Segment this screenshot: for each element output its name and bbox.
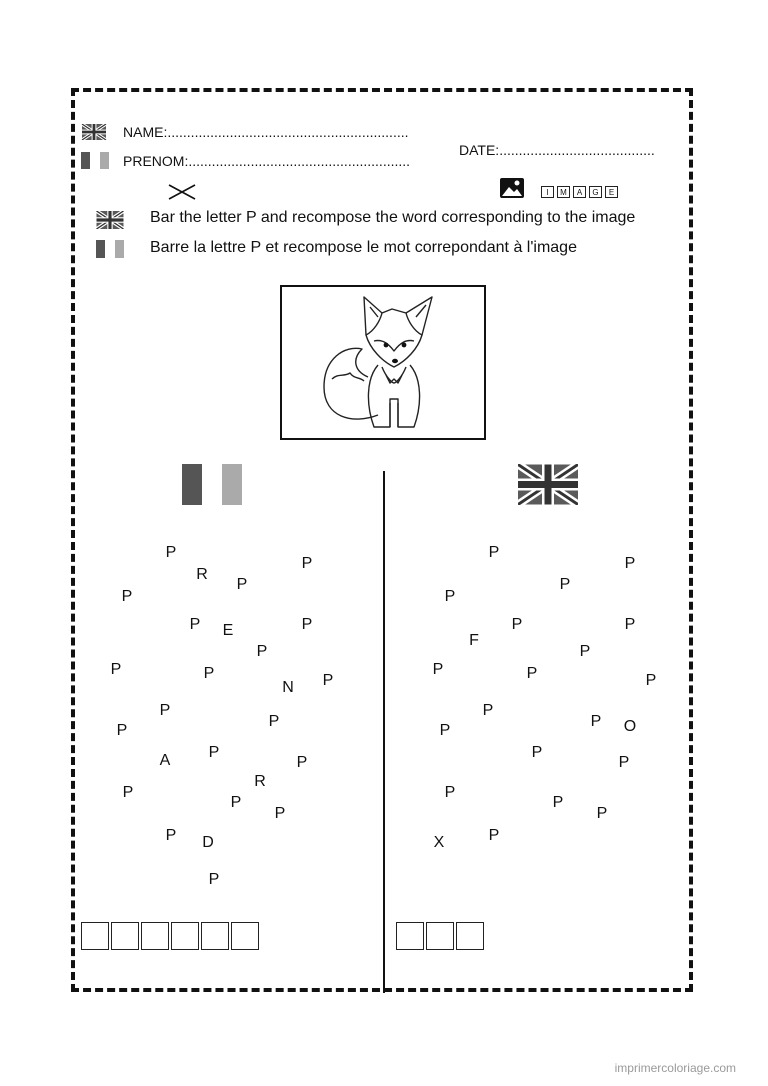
letter[interactable]: P — [165, 544, 177, 561]
answer-box[interactable] — [201, 922, 229, 950]
letter[interactable]: P — [531, 744, 543, 761]
answer-box[interactable] — [456, 922, 484, 950]
letter[interactable]: N — [282, 679, 294, 696]
letter[interactable]: P — [322, 672, 334, 689]
image-word-tiles — [541, 186, 618, 198]
letter[interactable]: P — [552, 794, 564, 811]
name-field[interactable]: NAME:.............................................................. — [123, 124, 409, 140]
letter[interactable]: P — [645, 672, 657, 689]
uk-flag-icon — [96, 211, 124, 229]
instruction-french: Barre la lettre P et recompose le mot correpondant à l'image — [150, 239, 577, 256]
column-divider — [383, 471, 385, 993]
letter[interactable]: P — [236, 576, 248, 593]
letter[interactable]: P — [165, 827, 177, 844]
answer-box[interactable] — [141, 922, 169, 950]
answer-box[interactable] — [426, 922, 454, 950]
right-answer-boxes — [396, 922, 484, 950]
letter[interactable]: P — [579, 643, 591, 660]
letter[interactable]: P — [432, 661, 444, 678]
letter[interactable]: P — [439, 722, 451, 739]
letter[interactable]: P — [203, 665, 215, 682]
site-watermark: imprimercoloriage.com — [614, 1061, 736, 1075]
date-field[interactable]: DATE:........................................ — [459, 142, 655, 158]
uk-flag-icon — [81, 124, 107, 140]
fox-icon — [282, 287, 484, 438]
letter[interactable]: P — [122, 784, 134, 801]
answer-box[interactable] — [231, 922, 259, 950]
letter[interactable]: P — [488, 827, 500, 844]
letter[interactable]: F — [469, 632, 479, 649]
letter[interactable]: P — [296, 754, 308, 771]
letter[interactable]: P — [301, 555, 313, 572]
letter[interactable]: P — [596, 805, 608, 822]
letter[interactable]: P — [256, 643, 268, 660]
answer-box[interactable] — [111, 922, 139, 950]
tile-letter: M — [557, 186, 570, 198]
letter[interactable]: R — [254, 773, 266, 790]
letter[interactable]: P — [110, 661, 122, 678]
fox-picture-frame — [280, 285, 486, 440]
left-answer-boxes — [81, 922, 259, 950]
letter[interactable]: P — [189, 616, 201, 633]
letter[interactable]: O — [623, 718, 637, 735]
letter[interactable]: P — [116, 722, 128, 739]
letter[interactable]: P — [230, 794, 242, 811]
uk-flag-icon — [518, 464, 578, 505]
letter[interactable]: E — [222, 622, 234, 639]
letter[interactable]: A — [159, 752, 171, 769]
letter[interactable]: P — [511, 616, 523, 633]
letter[interactable]: X — [433, 834, 445, 851]
france-flag-icon — [81, 152, 109, 169]
letter[interactable]: P — [208, 744, 220, 761]
letter[interactable]: P — [624, 555, 636, 572]
answer-box[interactable] — [81, 922, 109, 950]
letter[interactable]: P — [482, 702, 494, 719]
letter[interactable]: D — [202, 834, 214, 851]
letter[interactable]: P — [488, 544, 500, 561]
letter[interactable]: P — [590, 713, 602, 730]
letter[interactable]: P — [274, 805, 286, 822]
letter[interactable]: P — [159, 702, 171, 719]
tile-letter: I — [541, 186, 554, 198]
france-flag-icon — [96, 240, 124, 258]
prenom-field[interactable]: PRENOM:......................................................... — [123, 153, 411, 169]
letter[interactable]: P — [559, 576, 571, 593]
tile-letter: A — [573, 186, 586, 198]
letter[interactable]: P — [618, 754, 630, 771]
answer-box[interactable] — [396, 922, 424, 950]
letter[interactable]: P — [208, 871, 220, 888]
letter[interactable]: P — [121, 588, 133, 605]
letter[interactable]: P — [301, 616, 313, 633]
letter[interactable]: P — [444, 784, 456, 801]
letter[interactable]: R — [196, 566, 208, 583]
answer-box[interactable] — [171, 922, 199, 950]
image-icon — [499, 177, 525, 199]
letter[interactable]: P — [526, 665, 538, 682]
letter[interactable]: P — [268, 713, 280, 730]
tile-letter: G — [589, 186, 602, 198]
instruction-english: Bar the letter P and recompose the word corresponding to the image — [150, 209, 636, 226]
tile-letter: E — [605, 186, 618, 198]
france-flag-icon — [182, 464, 242, 505]
letter[interactable]: P — [444, 588, 456, 605]
scissors-icon — [167, 182, 197, 202]
letter[interactable]: P — [624, 616, 636, 633]
